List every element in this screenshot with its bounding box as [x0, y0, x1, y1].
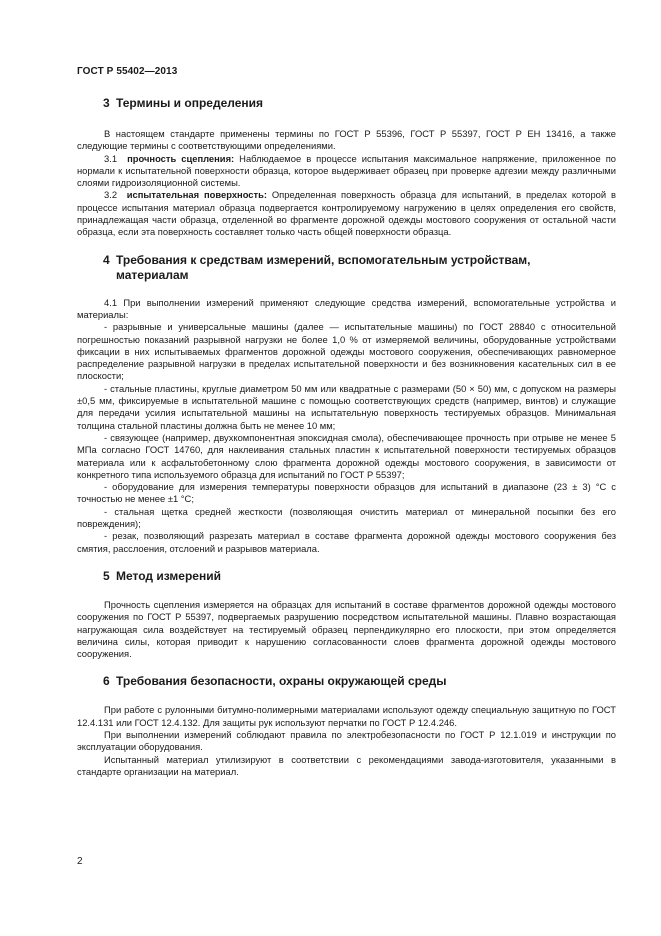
section-6-number: 6: [103, 674, 110, 689]
section-3-title: Термины и определения: [116, 96, 264, 110]
section-6-paragraph-2: При выполнении измерений соблюдают правила по электробезопасности по ГОСТ Р 12.1.019 и инструкции по эксплуатации оборудования.: [77, 728, 616, 753]
section-5-title: Метод измерений: [116, 568, 221, 583]
section-5-number: 5: [103, 568, 110, 583]
page-content: [77, 92, 616, 778]
section-3-number: 3: [103, 96, 110, 110]
section-4-intro: 4.1 При выполнении измерений применяют следующие средства измерений, вспомогательные устройства и материалы:: [77, 296, 616, 320]
section-3-intro: В настоящем стандарте применены термины по ГОСТ Р 55396, ГОСТ Р 55397, ГОСТ Р ЕН 13416, а также следующие термины с соответствующими определениями.: [77, 128, 616, 152]
term-3-1-number: 3.1: [104, 152, 118, 164]
list-item: - разрывные и универсальные машины (далее — испытательные машины) по ГОСТ 28840 с относительной погрешностью показаний разрывной нагрузки не более 1,0 % от измеряемой величины, оборудованные устройствами фиксации в них испытываемых фрагментов дорожной одежды мостового сооружения, обеспечивающих равномерное распределение разрывной нагрузки в пределах испытательной поверхности и без возникновения касательных сил в ее плоскости;: [77, 321, 616, 382]
section-4-heading: [77, 253, 616, 283]
term-3-1-term: прочность сцепления:: [127, 152, 235, 164]
section-6-title: Требования безопасности, охраны окружающей среды: [116, 674, 447, 689]
list-item: - стальная щетка средней жесткости (позволяющая очистить материал от минеральной посыпки без его повреждения);: [77, 505, 616, 530]
section-6-paragraph-1: При работе с рулонными битумно-полимерными материалами используют одежду специальную защитную по ГОСТ 12.4.131 или ГОСТ 12.4.132. Для защиты рук используют перчатки по ГОСТ Р 12.4.246.: [77, 704, 616, 728]
document-header: ГОСТ Р 55402—2013: [77, 66, 178, 77]
section-6-heading: [77, 674, 616, 689]
term-3-2: [77, 189, 616, 238]
section-4-number: 4: [103, 252, 110, 267]
list-item: - стальные пластины, круглые диаметром 50 мм или квадратные с размерами (50 × 50) мм, с допуском на размеры ±0,5 мм, фиксируемые в испытательной машине с помощью соответствующих средств (например, винтов) и служащие для передачи усилия испытательной машины на испытательную поверхность тестируемых образцов. Минимальная толщина стальной пластины должна быть не менее 10 мм;: [77, 382, 616, 431]
section-6-paragraph-3: Испытанный материал утилизируют в соответствии с рекомендациями завода-изготовителя, указанными в стандарте организации на материал.: [77, 753, 616, 777]
term-3-1: [77, 153, 616, 190]
section-5-paragraph: Прочность сцепления измеряется на образцах для испытаний в составе фрагментов дорожной одежды мостового сооружения по ГОСТ Р 55397, подвергаемых разрушению посредством испытательной машины. Плавно возрастающая нагружающая сила воздействует на тестируемый образец перпендикулярно его плоскости, при этом определяется величина силы, которая приводит к нарушению согласованности слоев фрагмента дорожной одежды мостового сооружения.: [77, 598, 616, 660]
list-item: - связующее (например, двухкомпонентная эпоксидная смола), обеспечивающее прочность при отрыве не менее 5 МПа согласно ГОСТ 14760, для наклеивания стальных пластин к испытательной поверхности тестируемых образцов материала или к асфальтобетонному слою фрагмента дорожной одежды мостового сооружения, в зависимости от конкретного типа используемого образца для испытаний по ГОСТ Р 55397;: [77, 431, 616, 480]
term-3-1-definition: Наблюдаемое в процессе испытания максимальное напряжение, приложенное по нормали к испытательной поверхности образца, которое выдерживает образец при проверке адгезии между различными слоями гидроизоляционной системы.: [77, 152, 616, 189]
list-item: - оборудование для измерения температуры поверхности образцов для испытаний в диапазоне (23 ± 3) °С с точностью не менее ±1 °С;: [77, 481, 616, 505]
list-item: - резак, позволяющий разрезать материал в составе фрагмента дорожной одежды мостового сооружения без смятия, расслоения, отслоений и разрывов материала.: [77, 530, 616, 554]
section-4-title-line2: материалам: [116, 267, 189, 282]
term-3-2-number: 3.2: [104, 189, 118, 201]
term-3-2-definition: Определенная поверхность образца для испытаний, в пределах которой в процессе испытания материал образца подвергается контролируемому нагружению в целях определения его свойств, принадлежащая части образца, отделенной во фрагменте дорожной одежды мостового сооружения от остальной части образца, если эта поверхность составляет только часть общей поверхности образца.: [77, 189, 616, 238]
section-5-heading: [77, 569, 616, 584]
page-number: 2: [77, 856, 83, 867]
section-3-heading: [77, 96, 616, 111]
term-3-2-term: испытательная поверхность:: [126, 189, 267, 201]
section-4-title-line1: Требования к средствам измерений, вспомогательным устройствам,: [116, 252, 531, 267]
